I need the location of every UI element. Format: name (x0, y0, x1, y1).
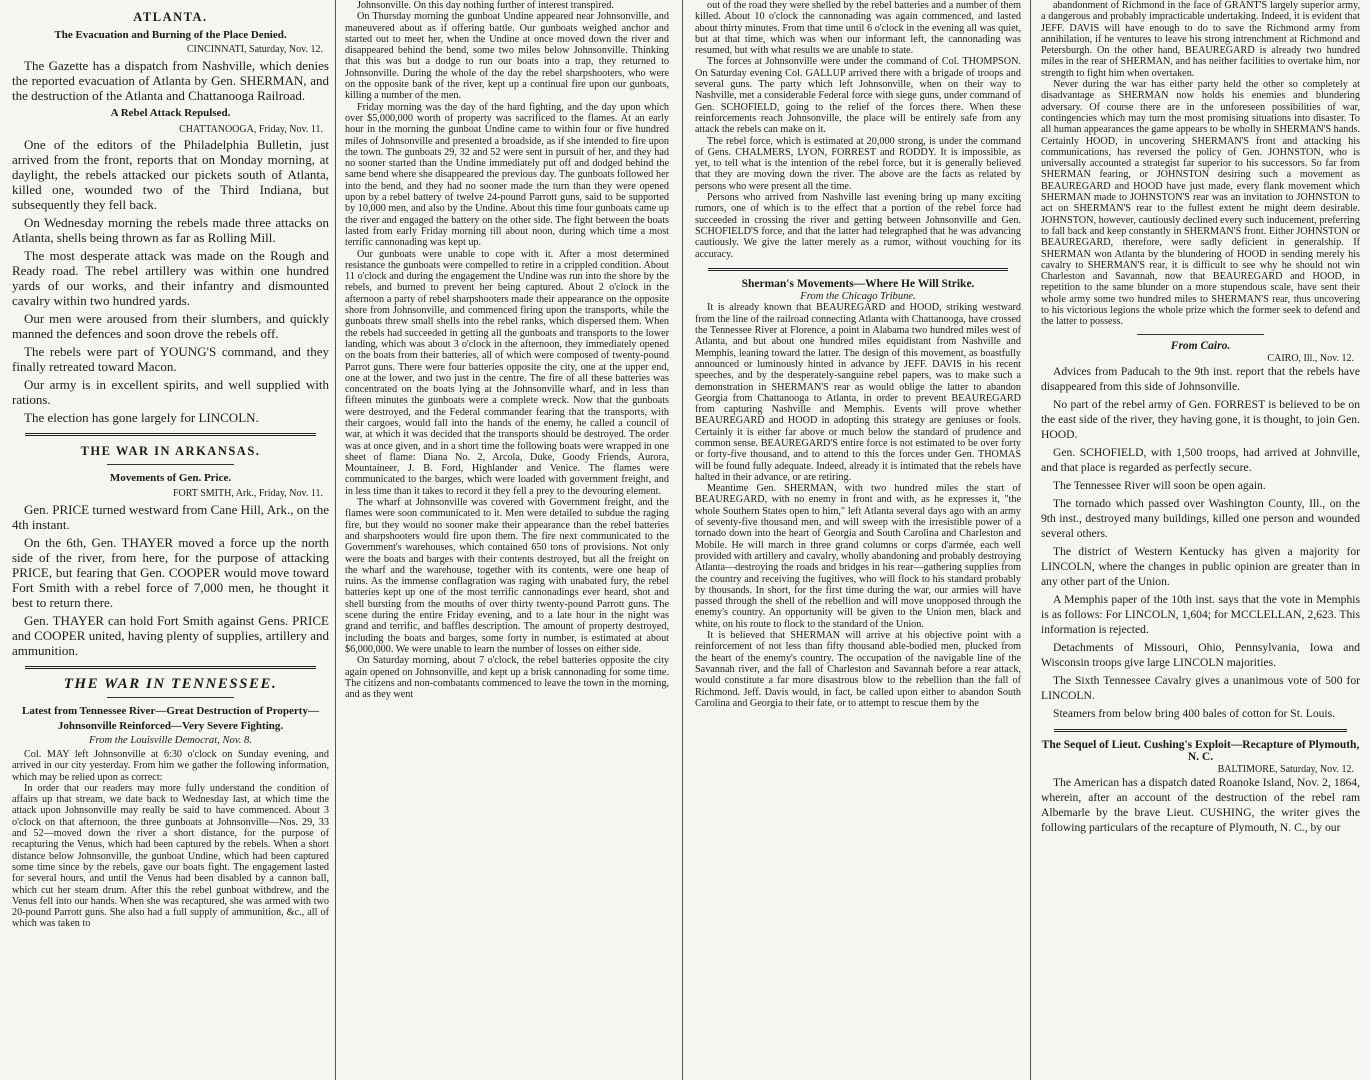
paragraph: The rebel force, which is estimated at 20,000 strong, is under the command of Gens. CHALMERS, LYON, FORREST and RODDY. It is impossible, as yet, to tell what is the intention of the rebel force, but it is generally believed that they are moving down the river. The above are the facts as related by persons who were present all the time. (695, 135, 1021, 192)
column-rule (682, 0, 683, 1080)
paragraph: Meantime Gen. SHERMAN, with two hundred miles the start of BEAUREGARD, with no enemy in front and with, as he expresses it, "the whole Southern States open to him," left Atlanta several days ago with an army of seventy-five thousand men, and will sweep with the irresistible power of a tornado down into the heart of Georgia and South Carolina and Charleston and Mobile. He will march in three grand columns or corps d'armée, each well provided with artillery and cavalry, wholly abandoning and probably destroying Atlanta—destroying the roads and bridges in his rear—gathering supplies from the country and receiving the fugitives, who will flock to his standard probably by thousands. In short, for the first time during the war, our armies will have passed through the shell of the rebellion and will move unopposed through the enemy's country. An opportunity will be given to the Union men, black and white, on his route to flock to the standard of the Union. (695, 483, 1021, 630)
article-cushing (1041, 775, 1360, 835)
subhead-latest: Latest from Tennessee River—Great Destruction of Property—Johnsonville Reinforced—Very Severe Fighting. (22, 705, 319, 732)
paragraph: No part of the rebel army of Gen. FORREST is believed to be on the east side of the river, they having gone, it is thought, to join Gen. HOOD. (1041, 398, 1360, 442)
paragraph: Our army is in excellent spirits, and well supplied with rations. (12, 376, 329, 407)
column-rule (1030, 0, 1031, 1080)
paragraph: The American has a dispatch dated Roanoke Island, Nov. 2, 1864, wherein, after an account of the destruction of the rebel ram Albemarle by the brave Lieut. CUSHING, the writer gives the following particulars of the recapture of Plymouth, N. C., by our (1041, 776, 1360, 835)
headline-sherman: Sherman's Movements—Where He Will Strike. (741, 277, 975, 290)
article-atlanta (12, 58, 329, 425)
paragraph: Persons who arrived from Nashville last evening bring up many exciting rumors, one of which is to the effect that a portion of the rebel force had succeeded in crossing the river and getting between Johnsonville and Gen. SCHOFIELD'S force, and that the latter had telegraphed that he was advancing cautiously. We give the latter merely as a rumor, without vouching for its accuracy. (695, 192, 1021, 260)
separator (708, 268, 1008, 271)
subhead-repulsed: A Rebel Attack Repulsed. (110, 106, 231, 119)
separator (107, 464, 234, 465)
headline-cairo: From Cairo. (1170, 339, 1231, 352)
paragraph: Gen. PRICE turned westward from Cane Hill, Ark., on the 4th instant. (12, 501, 329, 532)
paragraph: Johnsonville. On this day nothing further of interest transpired. (357, 0, 614, 11)
source-line: From the Chicago Tribune. (800, 291, 916, 303)
paragraph: On the 6th, Gen. THAYER moved a force up the north side of the river, from here, for the purpose of attacking PRICE, but fearing that Gen. COOPER would move toward Fort Smith with a rebel force of 7,000 men, he thought it best to return there. (12, 534, 329, 610)
headline-cushing: The Sequel of Lieut. Cushing's Exploit—Recapture of Plymouth, N. C. (1041, 739, 1360, 763)
column-1 (0, 0, 335, 1080)
subhead-evacuation: The Evacuation and Burning of the Place Denied. (54, 28, 287, 41)
paragraph: One of the editors of the Philadelphia Bulletin, just arrived from the front, reports that on Monday morning, at daylight, the rebels attacked our pickets south of Atlanta, killed one, wounded two of the Third Indiana, but subsequently they fell back. (12, 136, 329, 212)
paragraph: The most desperate attack was made on the Rough and Ready road. The rebel artillery was within one hundred yards of our works, and their infantry and dismounted cavalry within two hundred yards. (12, 247, 329, 308)
source-line: From the Louisville Democrat, Nov. 8. (88, 735, 252, 747)
headline-atlanta: ATLANTA. (133, 10, 208, 24)
dateline: CINCINNATI, Saturday, Nov. 12. (186, 44, 323, 56)
separator (1054, 729, 1347, 732)
dateline: BALTIMORE, Saturday, Nov. 12. (1217, 763, 1354, 775)
paragraph: Gen. SCHOFIELD, with 1,500 troops, had arrived at Johnville, and that place is regarded as perfectly secure. (1041, 446, 1360, 475)
paragraph: Detachments of Missouri, Ohio, Pennsylvania, Iowa and Wisconsin troops give large LINCOLN majorities. (1041, 641, 1360, 670)
paragraph: The district of Western Kentucky has given a majority for LINCOLN, where the changes in public opinion are greater than in any other part of the Union. (1041, 545, 1360, 589)
headline-arkansas: THE WAR IN ARKANSAS. (80, 443, 261, 458)
paragraph: The wharf at Johnsonville was covered with Government freight, and the flames were soon communicated to it. Men were detailed to subdue the raging fire, but they would no sooner make their appearance than the rebel batteries and sharpshooters would fire upon them. The fire next communicated to the Government's warehouses, which contained 650 tons of provisions. Not only were the boats and barges with their contents destroyed, but all the freight on the wharf and the warehouse, together with its contents, were one heap of ruins. As the immense conflagration was raging with unabated fury, the rebel batteries kept up one of the most terrific cannonadings ever heard, shot and shell bursting from the mouths of over thirty twenty-pound Parrott guns. The scene during the entire Friday evening, and to a late hour in the night was grand and terrific, and baffles description. The amount of property destroyed, including the boats and barges, some forty in number, is estimated at about $6,000,000. We were unable to learn the number of losses on either side. (345, 497, 669, 655)
paragraph: The rebels were part of YOUNG'S command, and they finally retreated toward Macon. (12, 343, 329, 374)
paragraph: Our men were aroused from their slumbers, and quickly manned the defences and soon drove the rebels off. (12, 310, 329, 341)
column-2 (337, 0, 675, 1080)
paragraph: A Memphis paper of the 10th inst. says that the vote in Memphis is as follows: For LINCOLN, 1,604; for MCCLELLAN, 2,623. This information is rejected. (1041, 593, 1360, 637)
paragraph: The forces at Johnsonville were under the command of Col. THOMPSON. On Saturday evening Col. GALLUP arrived there with a brigade of troops and several guns. The party which left Johnsonville, when on their way to Nashville, met a considerable Federal force with siege guns, under command of Gen. SCHOFIELD, going to the relief of the forces there. When these reinforcements reach Johnsonville, the place will be entirely safe from any attack the rebels can make on it. (695, 56, 1021, 136)
article-tennessee (12, 749, 329, 930)
headline-tennessee: THE WAR IN TENNESSEE. (63, 675, 278, 692)
paragraph: Col. MAY left Johnsonville at 6:30 o'clock on Sunday evening, and arrived in our city yesterday. From him we gather the following information, which may be relied upon as correct: (12, 748, 329, 783)
paragraph: Friday morning was the day of the hard fighting, and the day upon which over $5,000,000 worth of property was sacrificed to the flames. At an early hour in the morning the gunboat Undine came to within four or five hundred miles of Johnsonville and presented a broadside, as if she intended to fire upon the town. The gunboats 29, 32 and 52 were sent in pursuit of her, and they had no sooner started than the Undine immediately put off and dodged behind the same bend where she disappeared the previous day. The gunboats followed her into the bend, and they had no sooner made the turn than they were opened upon by a rebel battery of twelve 24-pound Parrott guns, said to be supported by 10,000 men, and also by the Undine. About this time four gunboats came up the river and engaged the battery on the other side. The fight between the boats lasted from early Friday morning till about noon, during which time a most terrific cannonading was kept up. (345, 101, 669, 249)
paragraph: Never during the war has either party held the other so completely at disadvantage as SHERMAN now holds his enemies and blundering adversary. Of course there are in the unforeseen possibilities of war, contingencies which may turn the most promising situations into disaster. To all human appearances the game appears to be wholly in SHERMAN'S hands. Certainly HOOD, in uncovering SHERMAN'S front and attacking his communications, has reversed the policy of Gen. JOHNSTON, who is universally accounted a strategist far superior to his successors. So far from SHERMAN fearing, or JOHNSTON desiring such a movement as BEAUREGARD and HOOD have just made, every flank movement which SHERMAN made to JOHNSTON'S rear was an invitation to JOHNSTON to act on SHERMAN'S rear to the fullest extent he might deem desirable. JOHNSTON, however, cautiously declined every such inducement, preferring to fall back and keep constantly in SHERMAN'S front. Either JOHNSTON or BEAUREGARD, therefore, were sadly deficient in generalship. If SHERMAN won Atlanta by the blundering of HOOD in sending merely his cavalry to SHERMAN'S rear, it is difficult to see why he should not win Charleston and Savannah, now that BEAUREGARD and HOOD, in repetition to the same blunder on a more stupendous scale, have sent their whole army some two hundred miles to SHERMAN'S rear, thus uncovering to his victorious legions the whole prize which the former seek to defend and the latter to possess. (1041, 79, 1360, 328)
paragraph: Steamers from below bring 400 bales of cotton for St. Louis. (1053, 707, 1336, 721)
paragraph: On Wednesday morning the rebels made three attacks on Atlanta, shells being thrown as far as Rolling Mill. (12, 214, 329, 245)
paragraph: out of the road they were shelled by the rebel batteries and a number of them killed. About 10 o'clock the cannonading was again commenced, and lasted about thirty minutes. From that time until 6 o'clock in the evening all was quiet, but at that time, which was when our informant left, the cannonading was resumed, but with what results we are unable to state. (695, 0, 1021, 57)
paragraph: Our gunboats were unable to cope with it. After a most determined resistance the gunboats were compelled to retire in a crippled condition. About 11 o'clock and during the engagement the Undine was run into the shore by the rebels, and burned to prevent her being captured. About 2 o'clock in the afternoon a party of rebel sharpshooters made their appearance on the opposite shore from Johnsonville, and commenced firing upon the transports, while the gunboats threw small shells into the rebel ranks, which dispersed them. When the rebels had succeeded in getting all the gunboats and transports to the lower landing, which was about 3 o'clock in the afternoon, they immediately opened on the boats from their batteries, all of which were composed of twenty-pound Parrot guns. There were four batteries opposite the city, one at the upper end, one at the lower, and two just in the centre. The fire of all these batteries was concentrated on the boats lying at the Johnsonville wharf, and in less than fifteen minutes the gunboats were a complete wreck. Now that the gunboats were destroyed, and the Federal commander fearing that the transports, with their cargoes, would fall into the hands of the enemy, he called a council of war, at which it was decided that the transports should be destroyed. The order was at once given, and in a short time the following boats were wrapped in one sheet of flame: Diana No. 2, Arcola, Duke, Goody Friends, Aurora, Mountaineer, J. B. Ford, Highlander and Venice. The flames were communicated to the barges, which were loaded with government freight, and in less time than it takes to record it they fell a prey to the devouring element. (345, 248, 669, 497)
article-cairo (1041, 364, 1360, 721)
paragraph: abandonment of Richmond in the face of GRANT'S largely superior army, a dangerous and probably impracticable undertaking. Indeed, it is evident that JEFF. DAVIS will have enough to do to save the Richmond army from annihilation, if he ventures to leave his strong intrenchment at Richmond and Petersburgh. On the other hand, BEAUREGARD is already two hundred miles in the rear of SHERMAN, and has neither facilities to overtake him, nor strength to fight him when overtaken. (1041, 0, 1360, 79)
dateline: CAIRO, Ill., Nov. 12. (1267, 352, 1354, 364)
paragraph: The election has gone largely for LINCOLN. (24, 409, 259, 425)
dateline: FORT SMITH, Ark., Friday, Nov. 11. (172, 487, 323, 499)
paragraph: The Tennessee River will soon be open again. (1053, 479, 1266, 493)
column-4 (1033, 0, 1370, 1080)
paragraph: The Sixth Tennessee Cavalry gives a unanimous vote of 500 for LINCOLN. (1041, 674, 1360, 703)
separator (25, 666, 317, 669)
dateline: CHATTANOOGA, Friday, Nov. 11. (179, 123, 323, 135)
paragraph: Advices from Paducah to the 9th inst. report that the rebels have disappeared from this side of Johnsonville. (1041, 365, 1360, 394)
paragraph: It is believed that SHERMAN will arrive at his objective point with a reinforcement of not less than fifty thousand able-bodied men, plucked from the heart of the enemy's country. The occupation of the navigable line of the Savannah river, and the fall of Charleston and Savannah before a rear attack, would constitute a far more disastrous blow to the rebellion than the fall of Richmond. Jeff. Davis would, in fact, be called upon either to abandon South Carolina and Georgia to their fate, or to attempt to rescue them by the (695, 630, 1021, 709)
paragraph: The tornado which passed over Washington County, Ill., on the 9th inst., destroyed many buildings, killed one person and wounded several others. (1041, 497, 1360, 541)
paragraph: On Saturday morning, about 7 o'clock, the rebel batteries opposite the city again opened on Johnsonville, and kept up a brisk cannonading for some time. The citizens and non-combatants commenced to leave the town in the morning, and as they went (345, 655, 669, 701)
separator (25, 433, 317, 436)
paragraph: It is already known that BEAUREGARD and HOOD, striking westward from the line of the railroad connecting Atlanta with Chattanooga, have crossed the Tennessee River at Florence, a point in Alabama two hundred miles west of Atlanta, and but about one hundred miles equidistant from Nashville and Memphis, leaning toward the latter. The design of this movement, as boastfully announced or luminously hinted in advance by JEFF. DAVIS in his recent speeches, and by the desperately-sanguine rebel papers, was to make such a demonstration in SHERMAN'S rear as would oblige the latter to abandon Georgia from Chattanooga to Atlanta, in order to prevent BEAUREGARD from capturing Nashville and Memphis. Events will prove whether BEAUREGARD and HOOD in adopting this strategy are geniuses or fools. Certainly it is either far above or much below the standard of prudence and common sense. BEAUREGARD'S entire force is not estimated to be over forty or forty-five thousand, and to attend to this the forces under Gen. THOMAS will be found fully adequate. Indeed, already it is intimated that the rebels have halted in their advance, or are retiring. (695, 302, 1021, 483)
subhead-price: Movements of Gen. Price. (109, 472, 232, 485)
article-arkansas (12, 502, 329, 658)
paragraph: On Thursday morning the gunboat Undine appeared near Johnsonville, and maneuvered about as if offering battle. Our gunboats weighed anchor and started out to meet her, when the Undine at once moved down the river and disappeared behind the bend, some two miles below Johnsonville. Thinking that this was but a dodge to run our boats into a trap, they returned to Johnsonville. During the whole of the day the rebel sharpshooters, who were on the opposite bank of the river, kept up a continual fire upon our gunboats, killing a number of the men. (345, 11, 669, 102)
separator (107, 697, 234, 698)
separator (1137, 334, 1265, 335)
paragraph: Gen. THAYER can hold Fort Smith against Gens. PRICE and COOPER united, having plenty of supplies, artillery and ammunition. (12, 612, 329, 658)
paragraph: In order that our readers may more fully understand the condition of affairs up that stream, we date back to Wednesday last, at which time the attack upon Johnsonville may really be said to have commenced. About 3 o'clock on that afternoon, the three gunboats at Johnsonville—Nos. 29, 33 and 52—moved down the river a short distance, for the purpose of recapturing the Venus, which had been captured by the rebels. When a short distance below Johnsonville, the gunboat Undine, which had been captured some time since by the rebels, gave our boats fight. The engagement lasted for several hours, and until the Venus had been disabled by a cannon ball, which cut her steam drum. After this the rebel gunboat withdrew, and the Venus fell into our hands. When she was recaptured, she was armed with two 20-pound Parrott guns. She also had a full supply of ammunition, &c., all of which was taken to (12, 782, 329, 930)
paragraph: The Gazette has a dispatch from Nashville, which denies the reported evacuation of Atlanta by Gen. SHERMAN, and the destruction of the Atlanta and Chattanooga Railroad. (12, 57, 329, 103)
column-3 (687, 0, 1027, 1080)
column-rule (335, 0, 336, 1080)
